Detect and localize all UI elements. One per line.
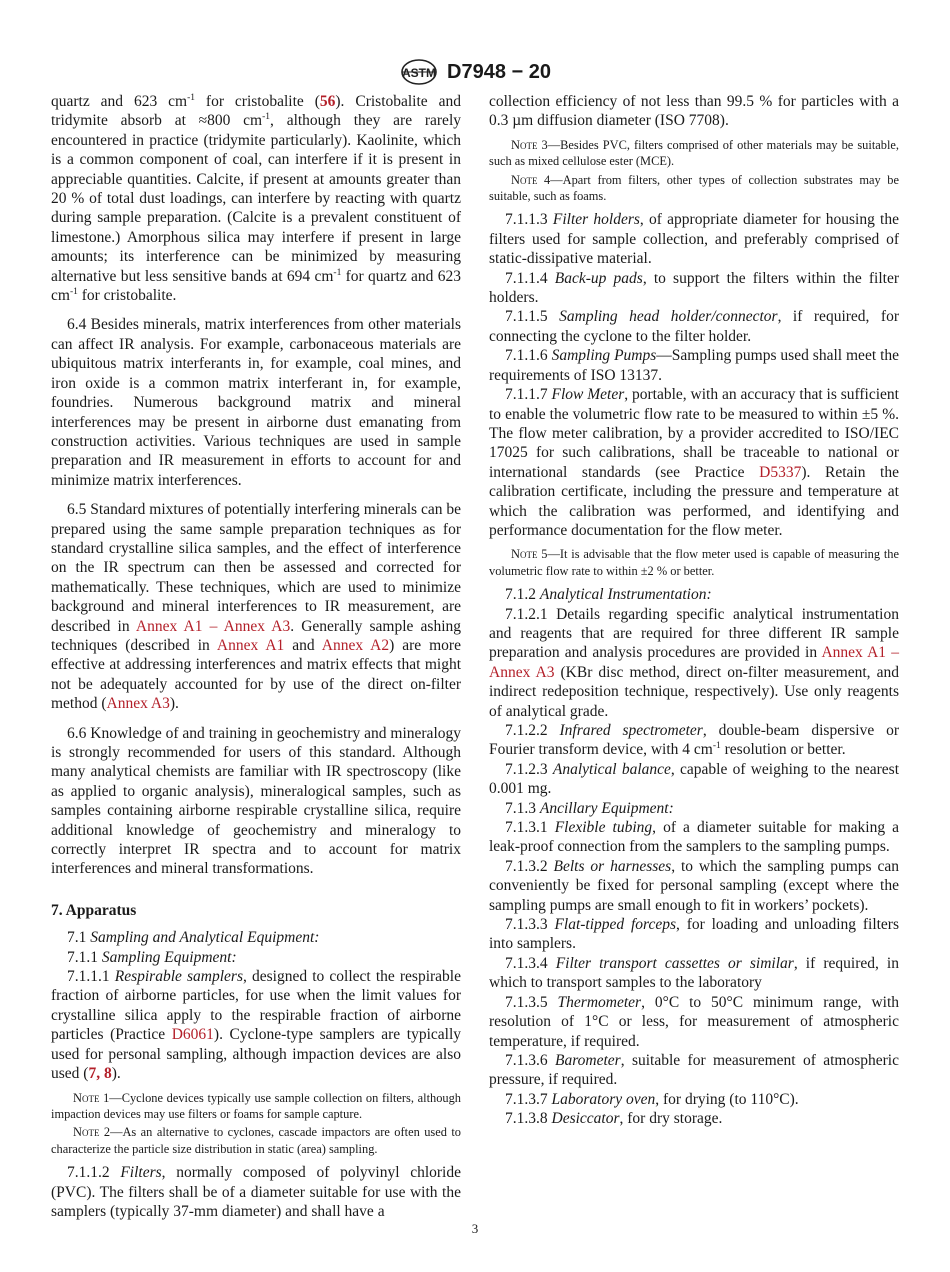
text-run: , although they are rarely encountered in practice (tridymite particularly). Kaolinite, which is a common component of coal, can interfere if it is present in appreciable quantities. Calcite, if present at amounts greater than 20 % of total dust loadings, can interfere by reacting with quartz during sample preparation. (Calcite is a prevalent constituent of limestone.) Amorphous silica may interfere if present in large amounts; its interference can be minimized by measuring alternative but less sensitive bands at 694 cm <box>51 112 461 285</box>
text-run: 7.1 <box>67 929 91 947</box>
paragraph <box>51 928 461 947</box>
term: Desiccator <box>551 1110 620 1128</box>
text-run: quartz and 623 cm <box>51 93 188 110</box>
paragraph <box>489 346 899 385</box>
reference-link[interactable]: Annex A1 <box>216 636 285 654</box>
text-run: 7.1.3.4 <box>505 954 556 972</box>
page-number: 3 <box>471 1221 479 1236</box>
text-run: ). Cyclone-type samplers are typically used for personal sampling, although impaction devices are also used ( <box>51 1026 461 1083</box>
term: Ancillary Equipment: <box>539 799 674 817</box>
text-run: resolution or better. <box>720 741 846 759</box>
text-run: 7.1.1.1 <box>67 968 115 986</box>
term: Barometer <box>555 1051 621 1069</box>
paragraph <box>51 500 461 713</box>
text-run: 7.1.1.2 <box>67 1164 121 1182</box>
text-run: (KBr disc method, direct on-filter measurement, and indirect redeposition technique, respectively). Use only reagents of analytical grade. <box>489 663 899 720</box>
text-run: ). <box>111 1065 121 1083</box>
text-run: , if required, in which to transport samples to the laboratory <box>489 954 899 992</box>
text-run: , for drying (to 110°C). <box>655 1090 799 1108</box>
text-run: ). <box>169 695 179 713</box>
text-run: 7.1.1.5 <box>505 308 560 326</box>
paragraph <box>489 385 899 540</box>
term: Filter transport cassettes or similar <box>555 954 794 972</box>
paragraph <box>489 92 899 131</box>
term: Belts or harnesses <box>553 857 672 875</box>
reference-link[interactable]: Annex A1 – Annex A3 <box>135 617 291 635</box>
paragraph <box>51 967 461 1083</box>
text-run: , to which the sampling pumps can conveniently be fixed for personal sampling (except where the sampling pumps are small enough to fit in workers’ pockets). <box>489 857 899 914</box>
text-run: , to support the filters within the filter holders. <box>489 269 899 307</box>
text-run: for quartz and 623 cm <box>51 267 461 305</box>
reference-link[interactable]: Annex A2 <box>321 636 390 654</box>
term: Filter holders <box>552 211 640 229</box>
text-run: 6.4 Besides minerals, matrix interferences from other materials can affect IR analysis. For example, carbonaceous materials are ubiquitous matrix interferants in, for example, coal mines, and iron oxide is a common matrix interferant in, for example, foundries. Numerous background matrix and mineral interferences may be present in airborne dust emanating from construction activities. Various techniques are used in sample preparation and IR measurement in efforts to account for and minimize matrix interferences. <box>51 316 461 489</box>
paragraph <box>489 915 899 954</box>
text-run: 7.1.3.2 <box>505 857 554 875</box>
paragraph <box>489 1090 899 1109</box>
text-run: 5—It is advisable that the flow meter used is capable of measuring the volumetric flow rate to within ±2 % or better. <box>489 547 899 578</box>
paragraph <box>489 857 899 915</box>
text-run: 6.5 Standard mixtures of potentially interfering minerals can be prepared using the same sample preparation techniques as for standard crystalline silica samples, and the effect of interference on the IR spectrum can then be assessed and corrected for mathematically. These techniques, which are used to minimize background and mineral interferences to IR measurement, are described in <box>51 501 461 635</box>
text-run: ) are more effective at addressing interferences and matrix effects that might not be adequately accounted for by use of the direct on-filter method ( <box>51 636 461 713</box>
text-run: , for loading and unloading filters into samplers. <box>489 916 900 953</box>
text-run: 6.6 Knowledge of and training in geochemistry and mineralogy is strongly recommended for users of this standard. Although many analytical chemists are familiar with IR spectroscopy (like as applied to organic analysis), mineralogical samples, such as samples containing airborne respirable crystalline silica, require additional knowledge of geochemistry and mineralogy to correctly interpret IR spectra and to account for matrix interferences and mineral transformations. <box>51 724 461 878</box>
term: Respirable samplers <box>114 968 244 986</box>
text-run: 7.1.1.3 <box>505 211 553 229</box>
term: Sampling Pumps <box>551 347 657 365</box>
term: Infrared spectrometer <box>559 722 703 739</box>
term: Filters <box>120 1164 162 1182</box>
text-run: 1—Cyclone devices typically use sample collection on filters, although impaction devices may use filters or foams for sample capture. <box>51 1090 461 1121</box>
paragraph <box>51 724 461 879</box>
text-run: 7.1.3.8 <box>505 1110 552 1128</box>
superscript: -1 <box>333 267 342 278</box>
text-run: 7. Apparatus <box>51 901 137 919</box>
term: Laboratory oven <box>551 1090 656 1108</box>
note <box>489 546 899 579</box>
text-run: 7.1.2 <box>505 586 540 604</box>
paragraph <box>489 721 899 760</box>
term: Analytical Instrumentation: <box>539 586 712 604</box>
term: Analytical balance <box>552 760 671 778</box>
text-run: , if required, for connecting the cyclone to the filter holder. <box>489 308 899 345</box>
term: Sampling head holder/connector <box>559 308 778 326</box>
paragraph <box>51 92 461 305</box>
paragraph <box>489 954 899 993</box>
note <box>489 172 899 205</box>
paragraph <box>51 948 461 967</box>
superscript: -1 <box>262 112 271 123</box>
text-run: Note <box>73 1125 100 1140</box>
text-run: Note <box>511 137 538 152</box>
text-run: , for dry storage. <box>619 1110 723 1128</box>
svg-text:ASTM: ASTM <box>402 66 436 80</box>
section-heading <box>51 901 461 920</box>
text-run: and <box>284 636 322 654</box>
term: Flexible tubing <box>554 819 653 837</box>
reference-link[interactable]: D6061 <box>171 1026 214 1044</box>
text-run: 7.1.2.2 <box>505 722 560 739</box>
text-run: 4—Apart from filters, other types of collection substrates may be suitable, such as foams. <box>489 172 899 204</box>
text-run: 3—Besides PVC, filters comprised of other materials may be suitable, such as mixed cellulose ester (MCE). <box>489 137 899 169</box>
page-header <box>0 58 950 86</box>
reference-link[interactable]: Annex A1 – Annex A3 <box>489 644 899 681</box>
text-run: 7.1.1.7 <box>505 386 552 404</box>
paragraph <box>489 818 899 857</box>
text-run: 7.1.1.4 <box>505 269 555 287</box>
superscript: -1 <box>69 287 78 298</box>
text-run: , double-beam dispersive or Fourier transform device, with 4 cm <box>489 722 899 759</box>
astm-logo-icon <box>399 58 439 86</box>
text-run: Note <box>511 547 538 562</box>
text-run: , of appropriate diameter for housing the filters used for sample collection, and preferably comprised of static-dissipative material. <box>489 211 899 268</box>
note <box>51 1124 461 1157</box>
term: Sampling and Analytical Equipment: <box>90 929 320 947</box>
text-run: , normally composed of polyvinyl chloride (PVC). The filters shall be of a diameter suitable for use with the samplers (typically 37-mm diameter) and shall have a <box>51 1164 461 1220</box>
note <box>489 137 899 170</box>
text-run: 7.1.3.7 <box>505 1090 552 1108</box>
paragraph <box>489 993 899 1051</box>
text-run: , suitable for measurement of atmospheric pressure, if required. <box>489 1051 899 1089</box>
document-id: D7948 − 20 <box>447 60 551 83</box>
paragraph <box>489 1109 899 1128</box>
paragraph <box>489 307 899 346</box>
text-run: 7.1.3.1 <box>505 819 555 837</box>
term: Flow Meter <box>551 386 625 404</box>
superscript: -1 <box>187 93 195 103</box>
text-run: 7.1.3.6 <box>505 1051 555 1069</box>
reference-link[interactable]: Annex A3 <box>106 695 170 713</box>
paragraph <box>489 1051 899 1090</box>
text-run: —Sampling pumps used shall meet the requirements of ISO 13137. <box>489 347 900 384</box>
paragraph <box>51 1163 461 1221</box>
text-run: , 0°C to 50°C minimum range, with resolution of 1°C or less, for measurement of atmospheric temperature, if required. <box>489 993 899 1050</box>
text-run: ). Retain the calibration certificate, including the pressure and temperature at which the calibration was performed, and identifying and performance documentation for the flow meter. <box>489 463 899 539</box>
reference-link[interactable]: 56 <box>319 93 336 110</box>
term: Thermometer <box>557 993 642 1011</box>
right-column <box>489 92 899 1129</box>
text-run: 2—As an alternative to cyclones, cascade impactors are often used to characterize the particle size distribution in static (area) sampling. <box>51 1125 461 1156</box>
text-run: , of a diameter suitable for making a leak-proof connection from the samplers to the sampling pumps. <box>489 819 900 856</box>
reference-link[interactable]: D5337 <box>759 463 802 481</box>
term: Flat-tipped forceps <box>554 916 677 934</box>
superscript: -1 <box>712 741 721 752</box>
text-run: 7.1.3 <box>505 799 540 817</box>
text-run: for cristobalite. <box>77 287 177 305</box>
term: Sampling Equipment: <box>101 948 237 966</box>
reference-link[interactable]: 7, 8 <box>88 1065 112 1083</box>
paragraph <box>51 315 461 490</box>
note <box>51 1090 461 1123</box>
text-run: 7.1.3.5 <box>505 993 558 1011</box>
paragraph <box>489 585 899 604</box>
text-run: Note <box>73 1090 100 1105</box>
term: Back-up pads <box>554 269 643 287</box>
text-run: 7.1.2.1 Details regarding specific analytical instrumentation and reagents that are required for three different IR sample preparation and analysis procedures are provided in <box>489 605 899 662</box>
text-run: 7.1.1.6 <box>505 347 552 365</box>
paragraph <box>489 605 899 721</box>
text-run: for cristobalite ( <box>195 93 320 110</box>
paragraph <box>489 760 899 799</box>
paragraph <box>489 269 899 308</box>
text-run: , designed to collect the respirable fraction of airborne particles, for use when the limit values for crystalline silica apply to the respirable fraction of airborne particles (Practice <box>51 968 461 1044</box>
text-run: , portable, with an accuracy that is sufficient to enable the volumetric flow rate to be measured to within ±5 %. The flow meter calibration, by a provider accredited to ISO/IEC 17025 for such calibrations, shall be traceable to national or international standards (see Practice <box>489 386 899 481</box>
text-run: 7.1.1 <box>67 948 102 966</box>
paragraph <box>489 799 899 818</box>
text-run: , capable of weighing to the nearest 0.001 mg. <box>489 760 899 798</box>
text-run: Note <box>511 172 538 187</box>
left-column <box>51 92 461 1221</box>
text-run: 7.1.3.3 <box>505 916 555 934</box>
text-run: collection efficiency of not less than 99.5 % for particles with a 0.3 µm diffusion diameter (ISO 7708). <box>489 93 899 130</box>
text-run: 7.1.2.3 <box>505 760 553 778</box>
text-run: ). Cristobalite and tridymite absorb at ≈800 cm <box>51 93 461 130</box>
paragraph <box>489 210 899 268</box>
text-run: . Generally sample ashing techniques (described in <box>51 617 461 654</box>
